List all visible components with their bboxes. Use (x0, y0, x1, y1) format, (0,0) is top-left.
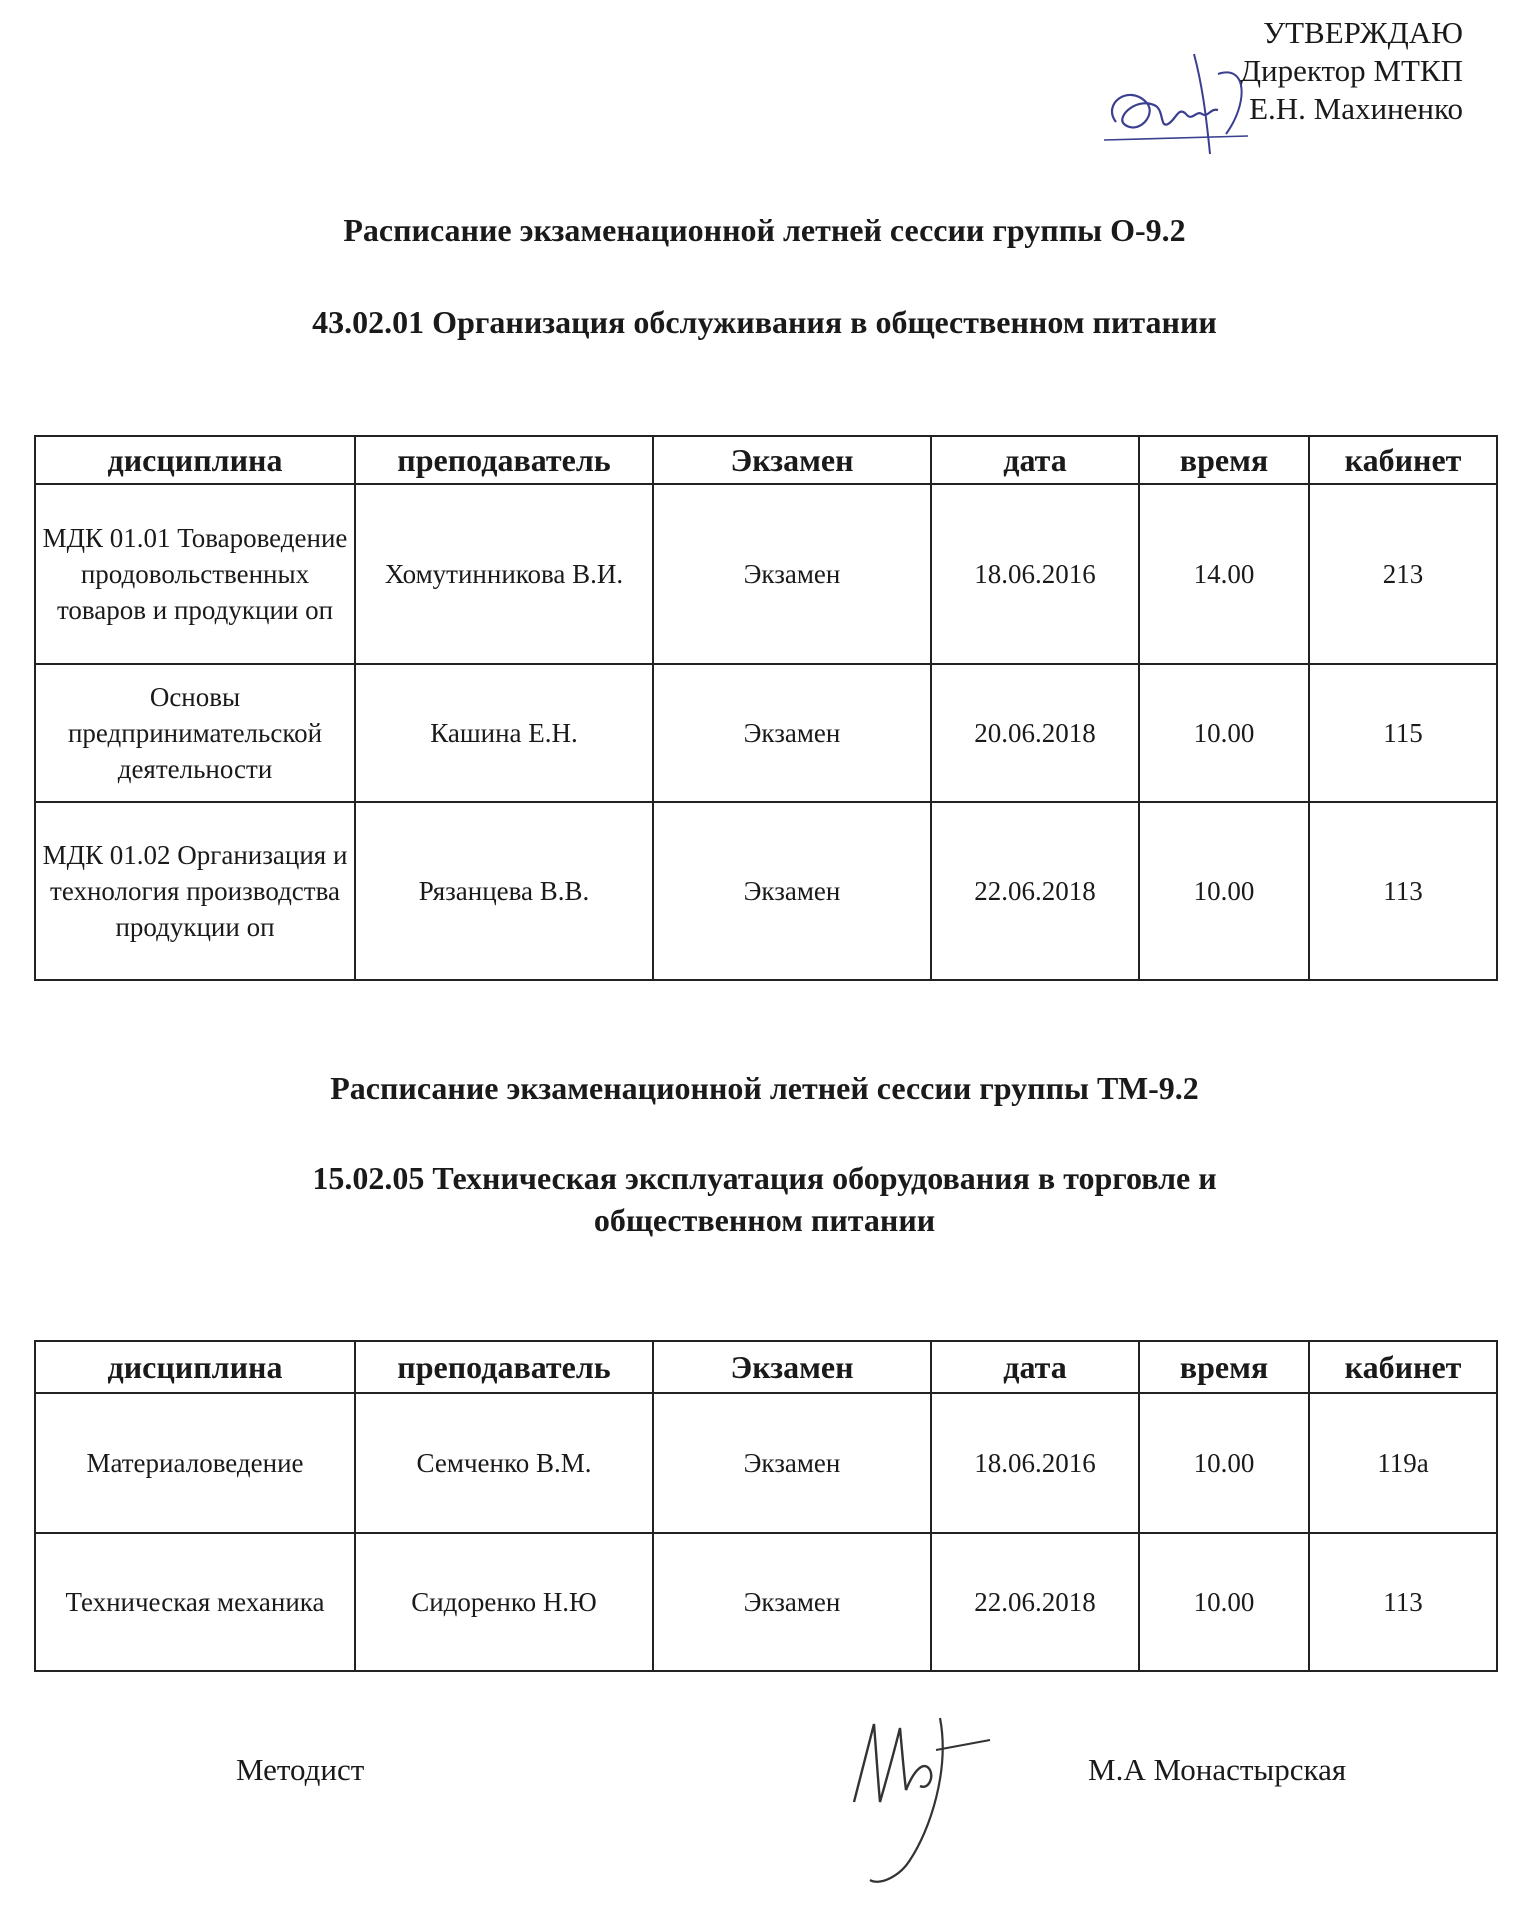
cell-time: 10.00 (1139, 802, 1309, 980)
cell-room: 115 (1309, 664, 1497, 802)
cell-discipline: Техническая механика (35, 1533, 355, 1671)
approval-position: Директор МТКП (1239, 53, 1463, 88)
table-row (35, 1533, 1497, 1671)
section2-title: Расписание экзаменационной летней сессии группы ТМ-9.2 (330, 1070, 1199, 1106)
cell-time: 10.00 (1139, 1533, 1309, 1671)
section2-subtitle-line1: 15.02.05 Техническая эксплуатация оборудования в торговле и (312, 1160, 1217, 1196)
table-row (35, 484, 1497, 664)
header-date: дата (931, 1341, 1139, 1393)
cell-discipline: Основы предпринимательской деятельности (35, 664, 355, 802)
header-teacher: преподаватель (355, 436, 653, 484)
table-row (35, 802, 1497, 980)
director-signature-icon (1098, 44, 1258, 164)
cell-discipline: МДК 01.02 Организация и технология производства продукции оп (35, 802, 355, 980)
footer-role: Методист (236, 1752, 365, 1787)
cell-exam: Экзамен (653, 664, 931, 802)
header-room: кабинет (1309, 1341, 1497, 1393)
cell-discipline: МДК 01.01 Товароведение продовольственных товаров и продукции оп (35, 484, 355, 664)
header-date: дата (931, 436, 1139, 484)
header-exam: Экзамен (653, 1341, 931, 1393)
cell-time: 10.00 (1139, 1393, 1309, 1533)
header-room: кабинет (1309, 436, 1497, 484)
cell-exam: Экзамен (653, 484, 931, 664)
section1-subtitle: 43.02.01 Организация обслуживания в общественном питании (312, 304, 1217, 340)
cell-room: 213 (1309, 484, 1497, 664)
cell-room: 119а (1309, 1393, 1497, 1533)
cell-date: 18.06.2016 (931, 484, 1139, 664)
table-header-row (35, 1341, 1497, 1393)
schedule-table-tm92 (34, 1340, 1498, 1672)
table-row (35, 664, 1497, 802)
cell-room: 113 (1309, 802, 1497, 980)
header-teacher: преподаватель (355, 1341, 653, 1393)
approval-block (1240, 14, 1463, 128)
cell-teacher: Семченко В.М. (355, 1393, 653, 1533)
cell-room: 113 (1309, 1533, 1497, 1671)
cell-teacher: Кашина Е.Н. (355, 664, 653, 802)
cell-teacher: Хомутинникова В.И. (355, 484, 653, 664)
header-time: время (1139, 1341, 1309, 1393)
header-discipline: дисциплина (35, 1341, 355, 1393)
table-row (35, 1393, 1497, 1533)
cell-exam: Экзамен (653, 1393, 931, 1533)
approval-signer: Е.Н. Махиненко (1249, 91, 1463, 126)
schedule-table-o92 (34, 435, 1498, 981)
table-header-row (35, 436, 1497, 484)
section1-title: Расписание экзаменационной летней сессии группы О-9.2 (343, 212, 1186, 248)
cell-time: 14.00 (1139, 484, 1309, 664)
cell-teacher: Сидоренко Н.Ю (355, 1533, 653, 1671)
cell-date: 22.06.2018 (931, 802, 1139, 980)
methodist-signature-icon (840, 1710, 1000, 1900)
cell-date: 18.06.2016 (931, 1393, 1139, 1533)
approval-title: УТВЕРЖДАЮ (1263, 15, 1463, 50)
header-discipline: дисциплина (35, 436, 355, 484)
cell-exam: Экзамен (653, 1533, 931, 1671)
footer-name: М.А Монастырская (1088, 1752, 1347, 1787)
section2-subtitle-line2: общественном питании (593, 1202, 936, 1238)
cell-date: 20.06.2018 (931, 664, 1139, 802)
cell-date: 22.06.2018 (931, 1533, 1139, 1671)
cell-teacher: Рязанцева В.В. (355, 802, 653, 980)
header-exam: Экзамен (653, 436, 931, 484)
cell-discipline: Материаловедение (35, 1393, 355, 1533)
cell-exam: Экзамен (653, 802, 931, 980)
cell-time: 10.00 (1139, 664, 1309, 802)
header-time: время (1139, 436, 1309, 484)
